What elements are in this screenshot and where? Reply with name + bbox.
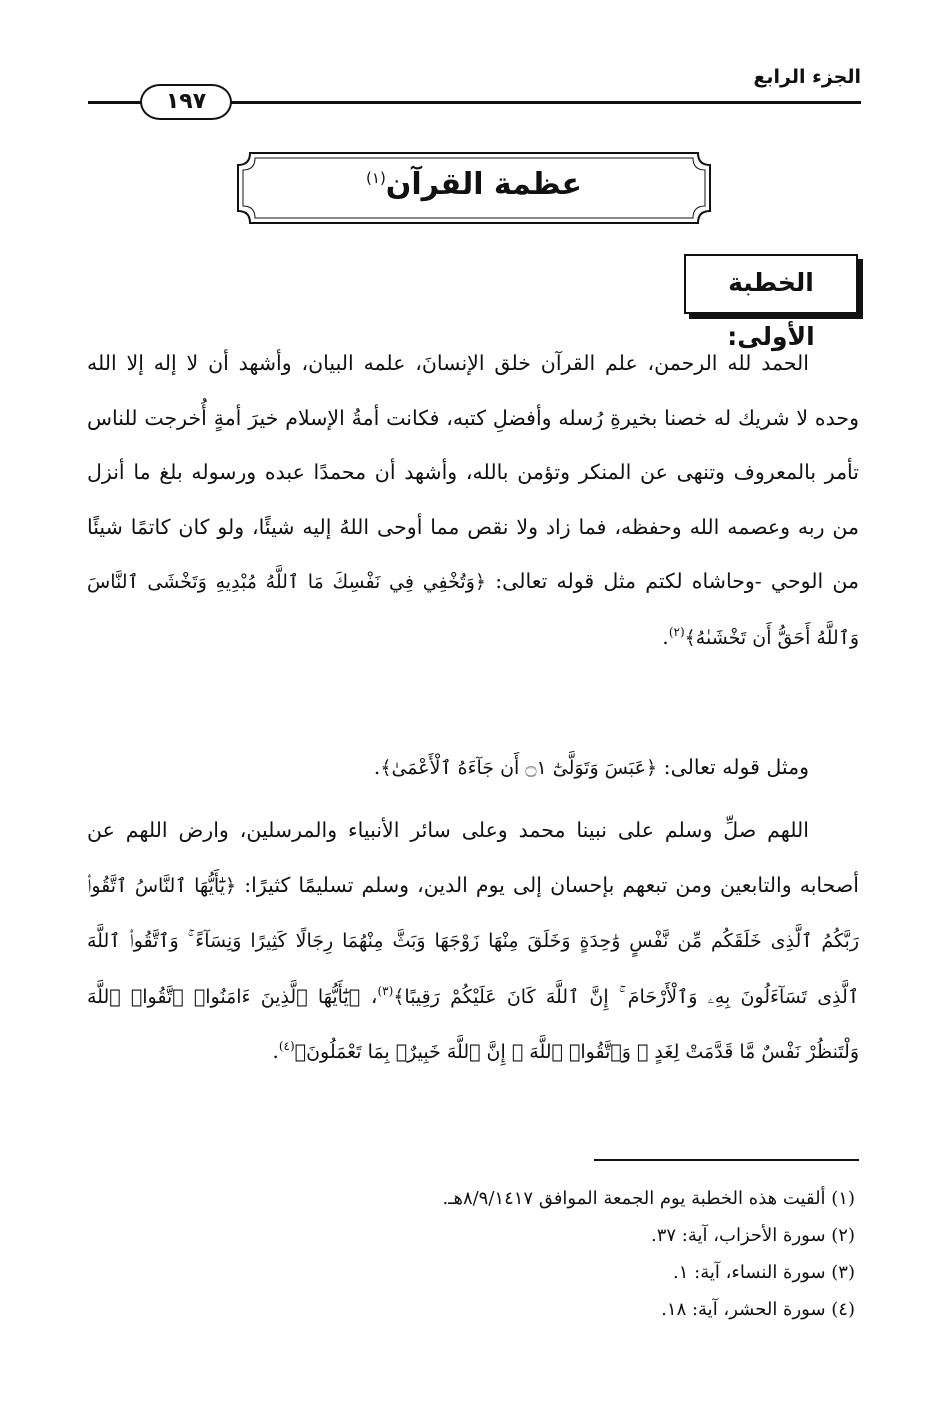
paragraph-text: ومثل قوله تعالى:: [663, 755, 809, 779]
chapter-title-text: عظمة القرآن: [385, 167, 582, 202]
footnote-ref: (٢): [668, 624, 685, 639]
paragraph-text: الحمد لله الرحمن، علم القرآن خلق الإنسانَ، علمه البيان، وأشهد أن لا إله إلا الله وحده لا شريك له خصنا بخيرةِ رُسله وأفضلِ كتبه، فكانت أمةُ الإسلام خيرَ أمةٍ أُخرجت للناس تأمر بالمعروف وتنهى عن المنكر وتؤمن بالله، وأشهد أن محمدًا عبده ورسوله بلغ ما أنزل من ربه وعصمه الله وحفظه، فما زاد ولا نقص مما أوحى اللهُ إليه شيئًا، ولو كان كاتمًا شيئًا من الوحي -وحاشاه لكتم مثل قوله تعالى:: [87, 351, 859, 593]
page-number: ١٩٧: [140, 84, 232, 120]
quran-quote: ﴿وَتُخْفِي فِي نَفْسِكَ مَا ٱللَّهُ مُبْدِيهِ وَتَخْشَى ٱلنَّاسَ وَٱللَّهُ أَحَقُّ أَن تَخْشَىٰهُ﴾: [87, 571, 859, 649]
sentence-end: .: [662, 624, 669, 649]
sentence-end: .: [373, 755, 381, 779]
footnote-4: (٤) سورة الحشر، آية: ١٨.: [661, 1299, 855, 1320]
paragraph-prayer: [87, 803, 859, 1080]
footnote-rule: [594, 1159, 859, 1161]
quran-quote: ﴿عَبَسَ وَتَوَلَّىٰٓ ۝١ أَن جَآءَهُ ٱلْأَعْمَىٰ﴾: [380, 757, 658, 779]
sentence-end: .: [272, 1039, 279, 1063]
paragraph-quote: [87, 740, 859, 796]
chapter-title: [236, 167, 712, 202]
paragraph-opening: [87, 336, 859, 665]
quran-quote: ﴿يَٰٓأَيُّهَا ٱلَّذِينَ ءَامَنُوا۟ ٱتَّقُوا۟ ٱللَّهَ وَلْتَنظُرْ نَفْسٌ مَّا قَدَّمَتْ لِغَدٍ ۖ وَٱتَّقُوا۟ ٱللَّهَ ۚ إِنَّ ٱللَّهَ خَبِيرٌۢ بِمَا تَعْمَلُونَ﴾: [87, 985, 859, 1063]
running-header: الجزء الرابع: [753, 66, 861, 88]
separator: ،: [370, 983, 378, 1008]
footnote-2: (٢) سورة الأحزاب، آية: ٣٧.: [650, 1225, 855, 1246]
quran-quote: ﴿يَٰٓأَيُّهَا ٱلنَّاسُ ٱتَّقُوا۟ رَبَّكُمُ ٱلَّذِى خَلَقَكُم مِّن نَّفْسٍ وَٰحِدَةٍ وَخَلَقَ مِنْهَا زَوْجَهَا وَبَثَّ مِنْهُمَا رِجَالًا كَثِيرًا وَنِسَآءً ۚ وَٱتَّقُوا۟ ٱللَّهَ ٱلَّذِى تَسَآءَلُونَ بِهِۦ وَٱلْأَرْحَامَ ۚ إِنَّ ٱللَّهَ كَانَ عَلَيْكُمْ رَقِيبًا﴾: [87, 874, 859, 1008]
footnotes: [95, 1180, 855, 1328]
footnote-3: (٣) سورة النساء، آية: ١.: [673, 1262, 855, 1283]
paragraph-text: اللهم صلِّ وسلم على نبينا محمد وعلى سائر الأنبياء والمرسلين، وارض اللهم عن أصحابه والتابعين ومن تبعهم بإحسان إلى يوم الدين، وسلم تسليمًا كثيرًا:: [87, 818, 859, 897]
title-frame: [236, 151, 712, 225]
footnote-1: (١) ألقيت هذه الخطبة يوم الجمعة الموافق ٨/٩/١٤١٧هـ.: [442, 1188, 855, 1209]
footnote-ref: (١): [366, 169, 386, 187]
footnote-ref: (٣): [377, 983, 394, 998]
section-heading: الخطبة الأولى:: [684, 254, 858, 314]
footnote-ref: (٤): [278, 1039, 295, 1054]
